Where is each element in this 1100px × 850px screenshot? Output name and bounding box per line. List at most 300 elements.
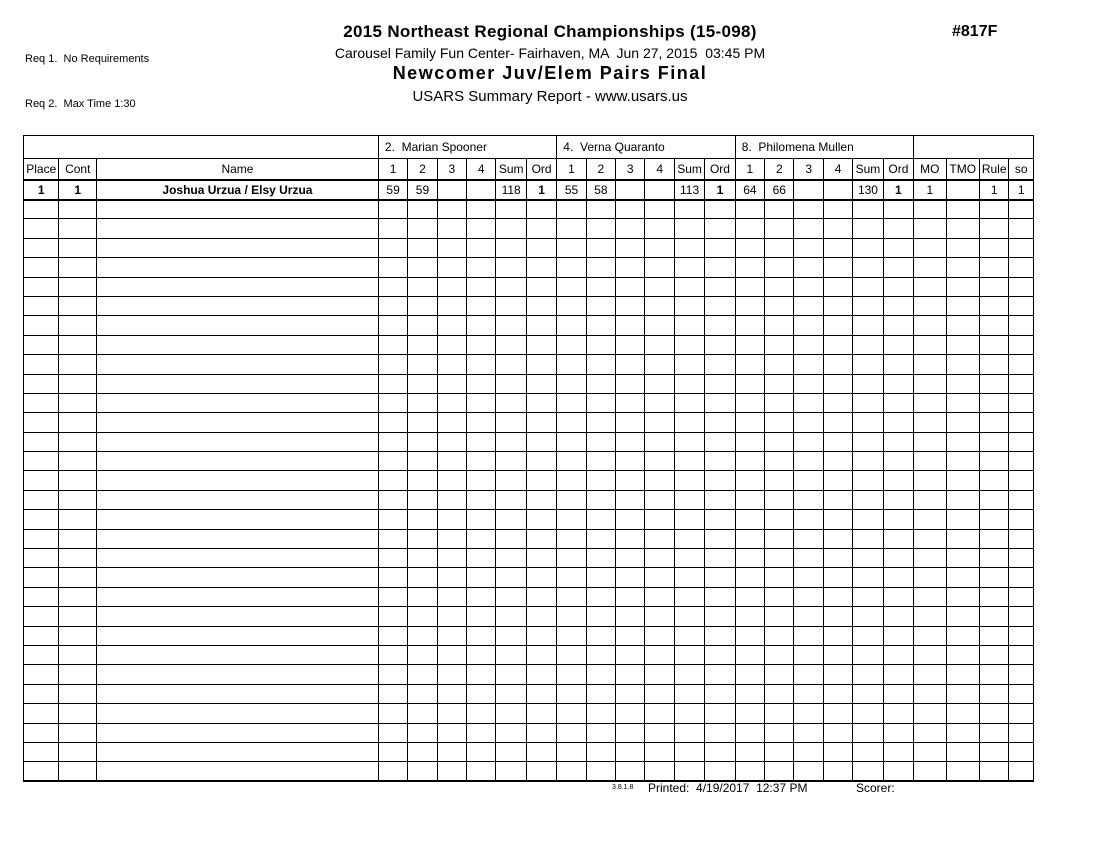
- empty-cell: [823, 626, 852, 645]
- empty-cell: [823, 355, 852, 374]
- empty-cell: [97, 665, 379, 684]
- empty-cell: [979, 704, 1008, 723]
- empty-cell: [946, 413, 979, 432]
- empty-cell: [378, 587, 407, 606]
- empty-cell: [526, 238, 556, 257]
- empty-cell: [794, 277, 823, 296]
- empty-cell: [437, 742, 466, 761]
- doc-number: #817F: [952, 23, 998, 40]
- empty-cell: [24, 665, 59, 684]
- empty-cell: [467, 413, 496, 432]
- empty-cell: [437, 568, 466, 587]
- empty-cell: [794, 723, 823, 742]
- empty-cell: [853, 432, 883, 451]
- empty-cell: [883, 704, 913, 723]
- empty-cell: [853, 219, 883, 238]
- empty-row: [24, 277, 1034, 296]
- empty-cell: [645, 393, 674, 412]
- empty-cell: [914, 432, 946, 451]
- empty-cell: [59, 471, 97, 490]
- empty-cell: [467, 568, 496, 587]
- empty-cell: [526, 296, 556, 315]
- empty-cell: [59, 529, 97, 548]
- empty-cell: [1009, 684, 1034, 703]
- empty-cell: [823, 645, 852, 664]
- empty-cell: [914, 316, 946, 335]
- empty-cell: [616, 413, 645, 432]
- empty-cell: [378, 645, 407, 664]
- empty-cell: [24, 200, 59, 219]
- place-cell: 1: [24, 180, 59, 200]
- empty-cell: [496, 335, 526, 354]
- empty-cell: [979, 549, 1008, 568]
- empty-cell: [883, 471, 913, 490]
- empty-cell: [823, 452, 852, 471]
- empty-cell: [794, 529, 823, 548]
- empty-cell: [526, 704, 556, 723]
- empty-cell: [616, 355, 645, 374]
- empty-cell: [586, 665, 615, 684]
- empty-cell: [437, 762, 466, 781]
- empty-cell: [674, 316, 704, 335]
- empty-cell: [705, 529, 735, 548]
- score-cell: 64: [735, 180, 764, 200]
- empty-cell: [705, 665, 735, 684]
- mo-cell: 1: [914, 180, 946, 200]
- empty-cell: [883, 626, 913, 645]
- empty-cell: [59, 742, 97, 761]
- empty-cell: [408, 393, 437, 412]
- empty-cell: [794, 200, 823, 219]
- tmo-cell: [946, 180, 979, 200]
- column-header-judge3-ord: Ord: [883, 159, 913, 180]
- empty-cell: [557, 374, 586, 393]
- empty-cell: [467, 432, 496, 451]
- empty-cell: [674, 374, 704, 393]
- empty-cell: [979, 393, 1008, 412]
- empty-cell: [853, 490, 883, 509]
- empty-cell: [616, 723, 645, 742]
- empty-cell: [408, 742, 437, 761]
- empty-cell: [914, 200, 946, 219]
- empty-cell: [914, 277, 946, 296]
- empty-cell: [914, 510, 946, 529]
- empty-cell: [765, 238, 794, 257]
- empty-cell: [496, 704, 526, 723]
- empty-cell: [378, 296, 407, 315]
- empty-cell: [914, 665, 946, 684]
- empty-cell: [979, 607, 1008, 626]
- empty-cell: [467, 762, 496, 781]
- empty-cell: [59, 393, 97, 412]
- empty-cell: [1009, 587, 1034, 606]
- empty-cell: [765, 471, 794, 490]
- empty-cell: [59, 549, 97, 568]
- empty-cell: [97, 645, 379, 664]
- empty-cell: [97, 413, 379, 432]
- empty-cell: [557, 665, 586, 684]
- empty-cell: [408, 316, 437, 335]
- column-header-judge1-ord: Ord: [526, 159, 556, 180]
- empty-cell: [437, 374, 466, 393]
- empty-cell: [378, 684, 407, 703]
- empty-cell: [97, 432, 379, 451]
- empty-cell: [378, 258, 407, 277]
- empty-cell: [674, 393, 704, 412]
- empty-cell: [437, 335, 466, 354]
- empty-cell: [97, 452, 379, 471]
- empty-cell: [557, 626, 586, 645]
- empty-cell: [496, 587, 526, 606]
- empty-cell: [883, 723, 913, 742]
- requirement-line-1: Req 1. No Requirements: [25, 53, 150, 65]
- empty-cell: [496, 471, 526, 490]
- empty-cell: [24, 684, 59, 703]
- score-cell: [616, 180, 645, 200]
- empty-cell: [765, 393, 794, 412]
- empty-cell: [1009, 665, 1034, 684]
- empty-cell: [526, 316, 556, 335]
- empty-cell: [946, 335, 979, 354]
- score-cell: [467, 180, 496, 200]
- empty-cell: [97, 529, 379, 548]
- empty-cell: [408, 219, 437, 238]
- empty-cell: [705, 238, 735, 257]
- empty-cell: [467, 587, 496, 606]
- empty-cell: [526, 335, 556, 354]
- empty-cell: [586, 355, 615, 374]
- empty-cell: [616, 684, 645, 703]
- empty-cell: [526, 684, 556, 703]
- empty-cell: [24, 645, 59, 664]
- column-header-name: Name: [97, 159, 379, 180]
- empty-cell: [853, 316, 883, 335]
- empty-cell: [378, 452, 407, 471]
- requirement-line-2: Req 2. Max Time 1:30: [25, 98, 136, 110]
- empty-cell: [378, 510, 407, 529]
- score-cell: [794, 180, 823, 200]
- empty-row: [24, 665, 1034, 684]
- empty-cell: [883, 432, 913, 451]
- empty-cell: [765, 413, 794, 432]
- empty-cell: [946, 723, 979, 742]
- empty-cell: [1009, 296, 1034, 315]
- empty-cell: [914, 645, 946, 664]
- empty-cell: [705, 549, 735, 568]
- empty-cell: [883, 645, 913, 664]
- empty-row: [24, 393, 1034, 412]
- empty-cell: [496, 762, 526, 781]
- empty-cell: [97, 549, 379, 568]
- empty-cell: [794, 645, 823, 664]
- empty-cell: [979, 277, 1008, 296]
- empty-cell: [823, 607, 852, 626]
- empty-cell: [408, 471, 437, 490]
- empty-cell: [1009, 277, 1034, 296]
- empty-cell: [705, 219, 735, 238]
- column-header-tmo: TMO: [946, 159, 979, 180]
- empty-cell: [853, 238, 883, 257]
- empty-cell: [557, 219, 586, 238]
- empty-cell: [735, 684, 764, 703]
- empty-cell: [586, 510, 615, 529]
- empty-cell: [557, 277, 586, 296]
- score-table: [23, 135, 1034, 782]
- empty-cell: [59, 258, 97, 277]
- empty-cell: [24, 742, 59, 761]
- empty-cell: [496, 490, 526, 509]
- empty-cell: [979, 626, 1008, 645]
- empty-cell: [914, 742, 946, 761]
- name-cell: Joshua Urzua / Elsy Urzua: [97, 180, 379, 200]
- empty-cell: [823, 316, 852, 335]
- empty-cell: [823, 238, 852, 257]
- empty-cell: [735, 258, 764, 277]
- empty-cell: [437, 219, 466, 238]
- empty-cell: [946, 277, 979, 296]
- empty-cell: [97, 296, 379, 315]
- empty-cell: [467, 471, 496, 490]
- empty-cell: [853, 374, 883, 393]
- empty-cell: [467, 355, 496, 374]
- empty-cell: [645, 645, 674, 664]
- empty-cell: [437, 510, 466, 529]
- empty-cell: [705, 355, 735, 374]
- empty-cell: [979, 510, 1008, 529]
- empty-cell: [437, 549, 466, 568]
- empty-cell: [914, 568, 946, 587]
- empty-cell: [378, 335, 407, 354]
- empty-cell: [946, 393, 979, 412]
- empty-cell: [526, 219, 556, 238]
- empty-cell: [1009, 258, 1034, 277]
- empty-cell: [914, 529, 946, 548]
- empty-cell: [674, 568, 704, 587]
- empty-cell: [823, 490, 852, 509]
- empty-cell: [496, 355, 526, 374]
- so-cell: 1: [1009, 180, 1034, 200]
- empty-cell: [674, 258, 704, 277]
- empty-cell: [765, 335, 794, 354]
- empty-cell: [645, 374, 674, 393]
- empty-cell: [616, 335, 645, 354]
- empty-cell: [97, 587, 379, 606]
- empty-row: [24, 607, 1034, 626]
- column-header-place: Place: [24, 159, 59, 180]
- empty-cell: [883, 219, 913, 238]
- empty-cell: [765, 626, 794, 645]
- empty-cell: [496, 452, 526, 471]
- empty-cell: [586, 704, 615, 723]
- empty-cell: [24, 704, 59, 723]
- empty-cell: [705, 258, 735, 277]
- empty-cell: [586, 277, 615, 296]
- empty-row: [24, 490, 1034, 509]
- empty-cell: [586, 684, 615, 703]
- empty-cell: [979, 374, 1008, 393]
- empty-row: [24, 335, 1034, 354]
- empty-row: [24, 316, 1034, 335]
- empty-cell: [437, 277, 466, 296]
- empty-cell: [883, 452, 913, 471]
- empty-cell: [467, 200, 496, 219]
- empty-cell: [557, 316, 586, 335]
- empty-cell: [735, 529, 764, 548]
- empty-cell: [586, 219, 615, 238]
- empty-cell: [853, 413, 883, 432]
- empty-cell: [1009, 626, 1034, 645]
- empty-cell: [616, 587, 645, 606]
- empty-cell: [705, 762, 735, 781]
- empty-row: [24, 568, 1034, 587]
- empty-cell: [823, 549, 852, 568]
- empty-cell: [735, 665, 764, 684]
- empty-cell: [853, 277, 883, 296]
- empty-cell: [914, 355, 946, 374]
- empty-cell: [735, 238, 764, 257]
- empty-cell: [645, 568, 674, 587]
- empty-cell: [853, 355, 883, 374]
- empty-cell: [645, 742, 674, 761]
- empty-cell: [735, 432, 764, 451]
- empty-cell: [586, 587, 615, 606]
- empty-cell: [97, 374, 379, 393]
- empty-cell: [979, 238, 1008, 257]
- column-header-cont: Cont: [59, 159, 97, 180]
- empty-cell: [616, 316, 645, 335]
- empty-cell: [1009, 607, 1034, 626]
- empty-cell: [467, 723, 496, 742]
- empty-cell: [914, 296, 946, 315]
- empty-cell: [914, 374, 946, 393]
- empty-cell: [705, 393, 735, 412]
- empty-cell: [705, 742, 735, 761]
- empty-cell: [765, 452, 794, 471]
- empty-cell: [883, 510, 913, 529]
- empty-cell: [883, 529, 913, 548]
- empty-cell: [914, 704, 946, 723]
- empty-cell: [378, 471, 407, 490]
- empty-cell: [557, 587, 586, 606]
- empty-cell: [823, 374, 852, 393]
- empty-cell: [97, 762, 379, 781]
- empty-cell: [823, 529, 852, 548]
- empty-cell: [914, 219, 946, 238]
- empty-cell: [526, 607, 556, 626]
- empty-cell: [496, 529, 526, 548]
- empty-cell: [1009, 335, 1034, 354]
- empty-cell: [979, 568, 1008, 587]
- empty-cell: [674, 587, 704, 606]
- empty-cell: [883, 413, 913, 432]
- empty-cell: [557, 529, 586, 548]
- empty-cell: [378, 723, 407, 742]
- empty-cell: [437, 471, 466, 490]
- empty-cell: [24, 607, 59, 626]
- empty-cell: [946, 645, 979, 664]
- empty-cell: [408, 645, 437, 664]
- empty-cell: [946, 238, 979, 257]
- empty-cell: [24, 549, 59, 568]
- empty-cell: [408, 432, 437, 451]
- empty-cell: [674, 723, 704, 742]
- empty-cell: [586, 258, 615, 277]
- column-header-judge2-4: 4: [645, 159, 674, 180]
- empty-cell: [794, 626, 823, 645]
- column-header-judge2-sum: Sum: [674, 159, 704, 180]
- empty-cell: [437, 316, 466, 335]
- empty-cell: [979, 355, 1008, 374]
- empty-cell: [765, 684, 794, 703]
- empty-cell: [97, 335, 379, 354]
- column-header-judge2-1: 1: [557, 159, 586, 180]
- empty-cell: [59, 626, 97, 645]
- empty-row: [24, 587, 1034, 606]
- empty-cell: [979, 762, 1008, 781]
- empty-cell: [526, 626, 556, 645]
- empty-cell: [557, 413, 586, 432]
- empty-cell: [24, 413, 59, 432]
- empty-cell: [853, 549, 883, 568]
- empty-cell: [586, 374, 615, 393]
- empty-cell: [765, 316, 794, 335]
- empty-cell: [735, 471, 764, 490]
- empty-cell: [765, 277, 794, 296]
- cont-cell: 1: [59, 180, 97, 200]
- empty-cell: [557, 471, 586, 490]
- empty-cell: [645, 626, 674, 645]
- empty-cell: [1009, 413, 1034, 432]
- empty-cell: [946, 549, 979, 568]
- empty-row: [24, 413, 1034, 432]
- empty-cell: [853, 626, 883, 645]
- empty-cell: [914, 413, 946, 432]
- empty-cell: [946, 471, 979, 490]
- empty-cell: [24, 219, 59, 238]
- empty-cell: [586, 626, 615, 645]
- empty-cell: [674, 432, 704, 451]
- empty-cell: [586, 393, 615, 412]
- empty-cell: [645, 607, 674, 626]
- empty-cell: [557, 238, 586, 257]
- empty-cell: [914, 762, 946, 781]
- empty-cell: [97, 471, 379, 490]
- empty-cell: [794, 219, 823, 238]
- empty-cell: [853, 645, 883, 664]
- empty-cell: [97, 238, 379, 257]
- empty-cell: [616, 374, 645, 393]
- empty-cell: [765, 510, 794, 529]
- empty-cell: [735, 355, 764, 374]
- empty-cell: [674, 529, 704, 548]
- empty-cell: [586, 529, 615, 548]
- empty-cell: [97, 200, 379, 219]
- empty-cell: [526, 393, 556, 412]
- empty-cell: [794, 471, 823, 490]
- empty-cell: [794, 393, 823, 412]
- empty-cell: [853, 607, 883, 626]
- empty-cell: [705, 723, 735, 742]
- empty-cell: [437, 626, 466, 645]
- empty-cell: [979, 529, 1008, 548]
- empty-cell: [526, 549, 556, 568]
- empty-cell: [823, 587, 852, 606]
- empty-cell: [765, 607, 794, 626]
- empty-cell: [586, 549, 615, 568]
- empty-cell: [853, 200, 883, 219]
- empty-cell: [853, 452, 883, 471]
- empty-cell: [883, 490, 913, 509]
